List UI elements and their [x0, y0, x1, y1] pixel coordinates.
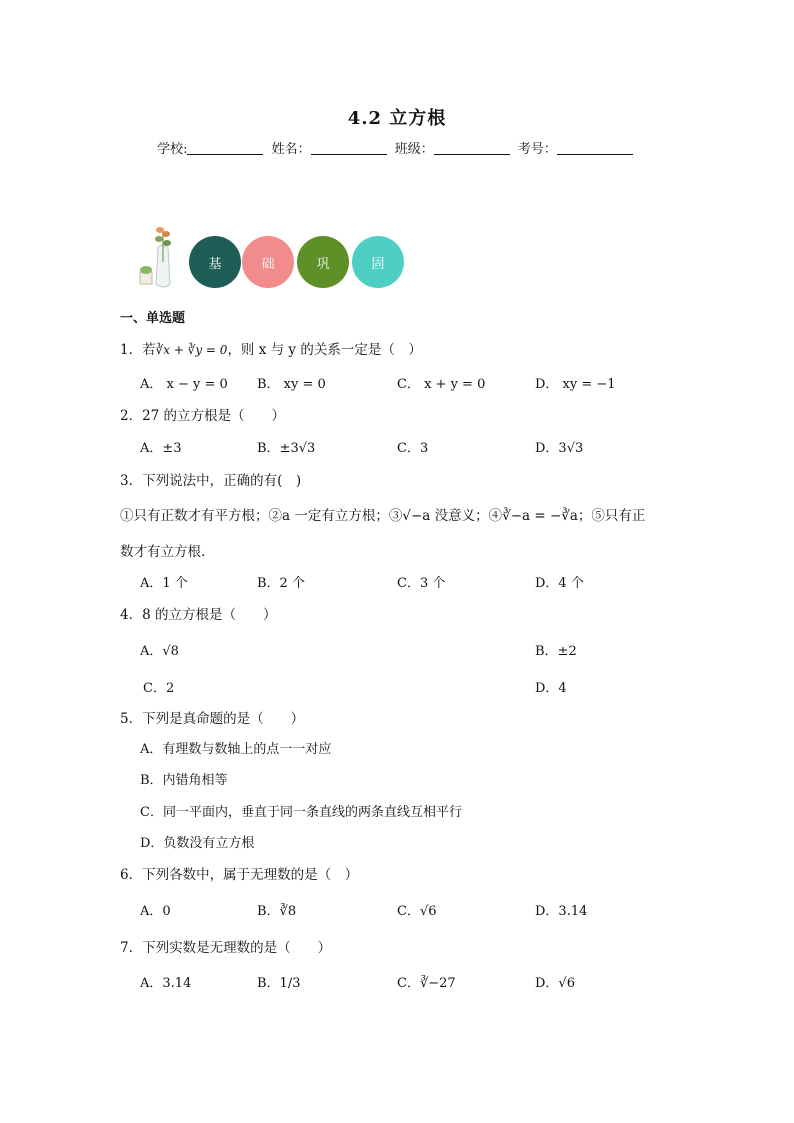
question-3-option-b[interactable]: B．2 个	[257, 576, 305, 591]
question-1-option-a[interactable]: A． x − y = 0	[140, 377, 228, 392]
question-5-stem: 5．下列是真命题的是（ ）	[120, 711, 305, 727]
banner-circle-4: 固	[352, 236, 404, 288]
question-7-option-c[interactable]: C．∛−27	[397, 976, 456, 991]
question-6-option-d[interactable]: D．3.14	[535, 904, 588, 919]
question-1-option-b[interactable]: B． xy = 0	[257, 377, 326, 392]
question-4-option-d[interactable]: D．4	[535, 681, 567, 696]
question-1-option-c[interactable]: C． x + y = 0	[397, 377, 486, 392]
student-info-line	[0, 138, 794, 157]
question-6-option-b[interactable]: B．∛8	[257, 904, 297, 919]
exam-number-blank[interactable]	[557, 141, 633, 155]
question-5-option-c[interactable]: C．同一平面内，垂直于同一条直线的两条直线互相平行	[140, 805, 462, 820]
question-1-math: ∛x + ∛y = 0	[155, 343, 228, 357]
question-7-stem: 7．下列实数是无理数的是（ ）	[120, 940, 332, 956]
question-2-option-a[interactable]: A．±3	[140, 441, 182, 456]
banner-circle-3: 巩	[297, 236, 349, 288]
question-5-option-d[interactable]: D．负数没有立方根	[140, 836, 255, 851]
question-3-option-d[interactable]: D．4 个	[535, 576, 584, 591]
question-5-option-a[interactable]: A．有理数与数轴上的点一一对应	[140, 742, 332, 757]
question-4-option-b[interactable]: B．±2	[535, 644, 577, 659]
question-2-option-b[interactable]: B．±3√3	[257, 441, 316, 456]
question-3-option-c[interactable]: C．3 个	[397, 576, 446, 591]
page-title: 4.2 立方根	[347, 108, 447, 129]
question-6-stem: 6．下列各数中，属于无理数的是（ ）	[120, 867, 359, 883]
question-2-option-c[interactable]: C．3	[397, 441, 429, 456]
school-label: 学校:	[157, 142, 188, 157]
question-7-option-a[interactable]: A．3.14	[140, 976, 192, 991]
question-7-option-d[interactable]: D．√6	[535, 976, 575, 991]
name-label: 姓名：	[271, 142, 311, 157]
section-title: 一、单选题	[120, 311, 186, 326]
question-3-option-a[interactable]: A．1 个	[140, 576, 188, 591]
basic-consolidation-banner	[136, 222, 416, 292]
class-label: 班级：	[394, 142, 434, 157]
question-6-option-a[interactable]: A．0	[140, 904, 171, 919]
question-4-option-c[interactable]: C．2	[143, 681, 175, 696]
question-1-option-d[interactable]: D． xy = −1	[535, 377, 616, 392]
question-3-body-line-2: 数才有立方根.	[120, 544, 206, 560]
plant-vase-icon	[136, 222, 188, 292]
school-blank[interactable]	[187, 141, 263, 155]
name-blank[interactable]	[311, 141, 387, 155]
class-blank[interactable]	[434, 141, 510, 155]
question-2-option-d[interactable]: D．3√3	[535, 441, 584, 456]
exam-number-label: 考号：	[517, 142, 557, 157]
question-7-option-b[interactable]: B．1/3	[257, 976, 301, 991]
question-3-body-line-1: ①只有正数才有平方根；②a 一定有立方根；③√−a 没意义；④∛−a = −∛a；⑤只有正	[120, 508, 646, 524]
question-6-option-c[interactable]: C．√6	[397, 904, 437, 919]
question-5-option-b[interactable]: B．内错角相等	[140, 773, 228, 788]
question-1-stem: 1．若∛x + ∛y = 0，则 x 与 y 的关系一定是（ ）	[120, 342, 422, 358]
banner-circle-2: 础	[242, 236, 294, 288]
question-2-stem: 2．27 的立方根是（ ）	[120, 408, 286, 424]
question-4-option-a[interactable]: A．√8	[140, 644, 179, 659]
banner-circle-1: 基	[189, 236, 241, 288]
question-4-stem: 4．8 的立方根是（ ）	[120, 607, 277, 623]
question-3-stem: 3．下列说法中，正确的有( )	[120, 473, 302, 489]
